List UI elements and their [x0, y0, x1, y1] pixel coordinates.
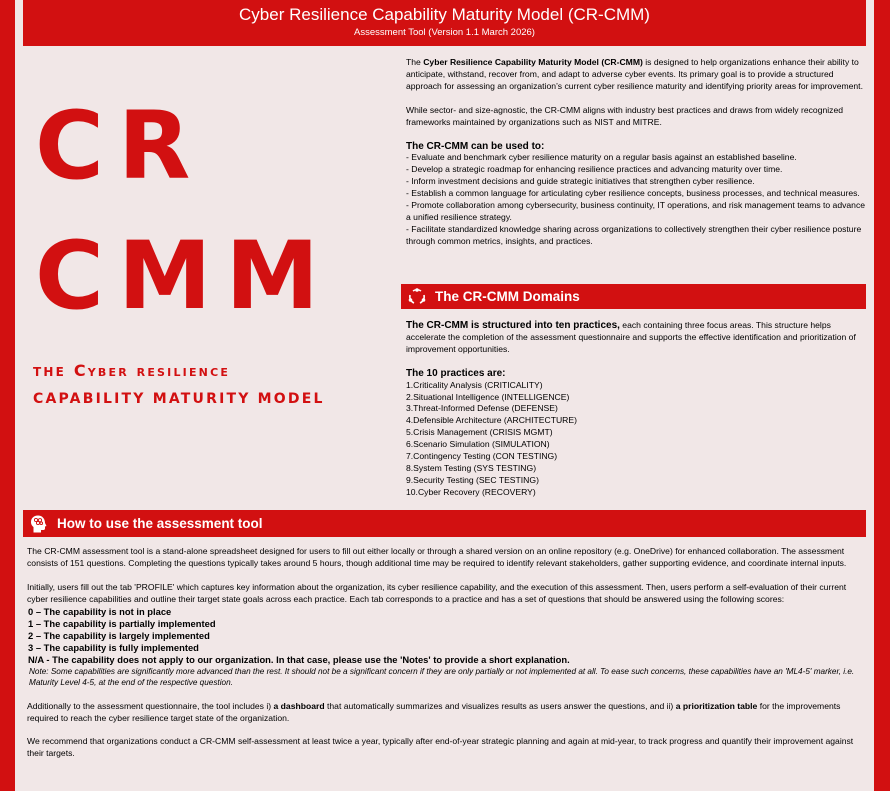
- practice-item: 8.System Testing (SYS TESTING): [406, 462, 537, 473]
- domains-section-header: [401, 284, 866, 309]
- use-item: - Develop a strategic roadmap for enhancing resilience practices and advancing maturity over time.: [406, 164, 783, 175]
- practices-heading: The 10 practices are:: [406, 367, 506, 379]
- practice-item: 7.Contingency Testing (CON TESTING): [406, 451, 558, 462]
- use-item: - Inform investment decisions and guide strategic initiatives that strengthen cyber resilience.: [406, 176, 755, 187]
- use-item: - Promote collaboration among cybersecurity, business continuity, IT operations, and risk management teams to advance a unified resilience strategy.: [406, 200, 866, 222]
- practice-item: 5.Crisis Management (CRISIS MGMT): [406, 427, 553, 438]
- intro-paragraph-1: The Cyber Resilience Capability Maturity Model (CR-CMM) is designed to help organizations enhance their ability to anticipate, withstand, recover from, and adapt to adverse cyber events. Its primary goal is to provide a structured approach for assessing an organization’s current cyber resilience maturity and identifying priority areas for improvement.: [406, 57, 863, 91]
- title-banner: [23, 0, 866, 46]
- intro-paragraph-2: While sector- and size-agnostic, the CR-CMM aligns with industry best practices and draws from widely recognized frameworks maintained by organizations such as NIST and MITRE.: [406, 104, 844, 127]
- logo-cr: CR: [35, 92, 205, 201]
- cr-cmm-logo: [23, 50, 398, 450]
- logo-cmm: CMM: [35, 222, 334, 331]
- dashboard-mention: a dashboard: [273, 700, 325, 711]
- practice-item: 2.Situational Intelligence (INTELLIGENCE): [406, 391, 570, 402]
- uses-heading: The CR-CMM can be used to:: [406, 140, 545, 152]
- score-item: 0 – The capability is not in place: [28, 605, 172, 617]
- score-item: 1 – The capability is partially implemented: [28, 617, 216, 629]
- howto-paragraph-2: Initially, users fill out the tab 'PROFILE' which captures key information about the organization, its cyber resilience capability, and the execution of this assessment. Then, users perform a self-evaluation of their current cyber resilience capabilities and outline their target state goals across each practice. Each tab corresponds to a practice and has a set of questions that should be answered using the following scores:: [27, 581, 847, 604]
- right-edge-bar: [874, 0, 890, 791]
- practice-item: 4.Defensible Architecture (ARCHITECTURE): [406, 415, 577, 426]
- tagline-line2: CAPABILITY MATURITY MODEL: [33, 391, 325, 407]
- left-edge-bar: [0, 0, 15, 791]
- intro-section: [406, 57, 866, 248]
- howto-section: [27, 546, 863, 760]
- domains-header-label: The CR-CMM Domains: [435, 289, 580, 304]
- use-item: - Establish a common language for articulating cyber resilience concepts, business processes, and technical measures.: [406, 188, 860, 199]
- tagline-prefix: THE: [33, 365, 67, 379]
- page-subtitle: Assessment Tool (Version 1.1 March 2026): [354, 27, 535, 38]
- use-item: - Facilitate standardized knowledge sharing across organizations to collectively strengthen their cyber resilience posture through common metrics, insights, and practices.: [406, 223, 862, 246]
- score-item: 3 – The capability is fully implemented: [28, 641, 199, 653]
- maturity-note: Note: Some capabilities are significantly more advanced than the rest. It should not be a significant concern if they are only partially or not implemented at all. To ease such concerns, these capabilities have an 'ML4-5' marker, i.e. Maturity Level 4-5, at the end of the respective question.: [29, 666, 855, 688]
- domains-intro: The CR-CMM is structured into ten practices, each containing three focus areas. This structure helps accelerate the completion of the assessment questionnaire and supports the effective identification and prioritization of improvement opportunities.: [406, 320, 856, 354]
- practice-item: 6.Scenario Simulation (SIMULATION): [406, 439, 550, 450]
- practice-item: 10.Cyber Recovery (RECOVERY): [406, 486, 536, 497]
- page-title: Cyber Resilience Capability Maturity Model (CR-CMM): [239, 5, 650, 24]
- howto-paragraph-1: The CR-CMM assessment tool is a stand-alone spreadsheet designed for users to fill out either locally or through a shared version on an online repository (e.g. OneDrive) for enhanced collaboration. The assessment consists of 151 questions. Completing the questions typically takes around 5 hours, though additional time may be required to identify relevant stakeholders, gather supporting evidence, and coordinate internal inputs.: [27, 546, 847, 568]
- practice-item: 3.Threat-Informed Defense (DEFENSE): [406, 403, 558, 414]
- howto-paragraph-4: We recommend that organizations conduct a CR-CMM self-assessment at least twice a year, typically after end-of-year strategic planning and again at mid-year, to track progress and quantify their improvement against their targets.: [27, 736, 854, 759]
- use-item: - Evaluate and benchmark cyber resilience maturity on a regular basis against an established baseline.: [406, 152, 797, 163]
- logo-tagline: [33, 358, 325, 412]
- score-item-na: N/A - The capability does not apply to our organization. In that case, please use the 'Notes' to provide a short explanation.: [28, 653, 570, 665]
- model-name: Cyber Resilience Capability Maturity Model (CR-CMM): [423, 57, 643, 67]
- prioritization-table-mention: a prioritization table: [675, 700, 758, 711]
- practice-item: 1.Criticality Analysis (CRITICALITY): [406, 379, 543, 390]
- howto-header-label: How to use the assessment tool: [57, 516, 263, 531]
- howto-section-header: [23, 510, 866, 537]
- score-item: 2 – The capability is largely implemented: [28, 629, 210, 641]
- practice-item: 9.Security Testing (SEC TESTING): [406, 474, 539, 485]
- tagline-line1: Cyber resilience: [73, 361, 231, 380]
- howto-paragraph-3: Additionally to the assessment questionnaire, the tool includes i) a dashboard that automatically summarizes and visualizes results as users answer the questions, and ii) a prioritization table for the improvements required to reach the cyber resilience target state of the organization.: [27, 700, 841, 723]
- cycle-icon: [407, 287, 427, 307]
- domains-section: [406, 320, 866, 499]
- brain-head-icon: [29, 514, 49, 534]
